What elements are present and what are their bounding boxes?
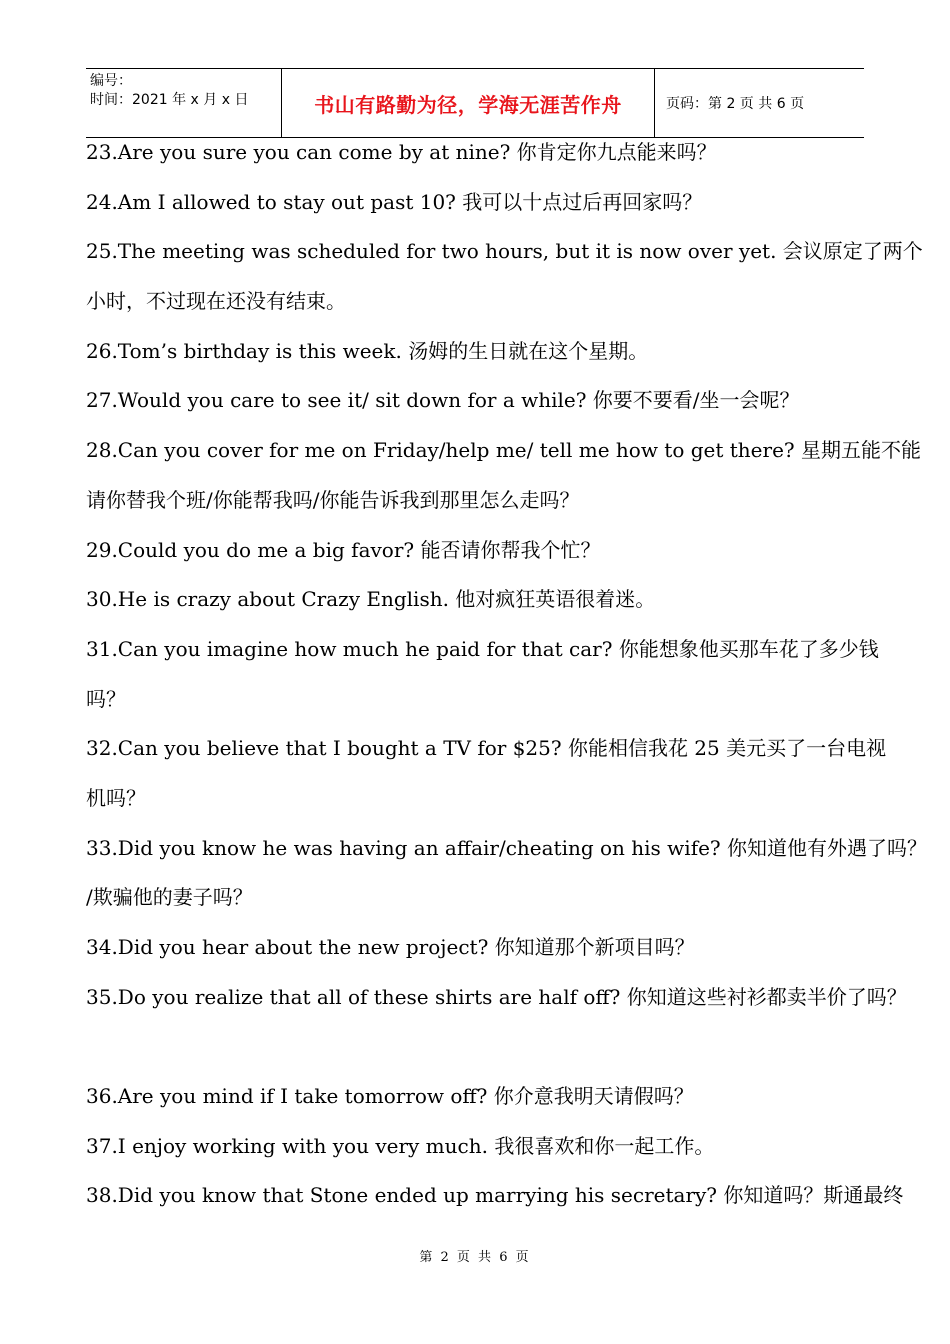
text-line: 30.He is crazy about Crazy English. 他对疯狂英语很着迷。 (86, 587, 656, 612)
page-footer: 第 2 页 共 6 页 (419, 1250, 531, 1265)
text-line: 25.The meeting was scheduled for two hours, but it is now over yet. 会议原定了两个 (86, 239, 923, 264)
text-line: 吗？ (86, 686, 126, 711)
text-line: 37.I enjoy working with you very much. 我很喜欢和你一起工作。 (86, 1133, 715, 1158)
text-line: 33.Did you know he was having an affair/cheating on his wife? 你知道他有外遇了吗？ (86, 835, 928, 860)
text-line: 机吗？ (86, 785, 146, 810)
text-line: 28.Can you cover for me on Friday/help me/ tell me how to get there? 星期五能不能 (86, 438, 921, 463)
text-line: 31.Can you imagine how much he paid for that car? 你能想象他买那车花了多少钱 (86, 636, 879, 661)
text-line: 38.Did you know that Stone ended up marrying his secretary? 你知道吗？斯通最终 (86, 1183, 904, 1208)
blank-line (86, 1022, 886, 1072)
text-line: /欺骗他的妻子吗？ (86, 885, 253, 910)
document-body (86, 128, 928, 1221)
text-line: 26.Tom’s birthday is this week. 汤姆的生日就在这个星期。 (86, 338, 649, 363)
header-motto: 书山有路勤为径，学海无涯苦作舟 (314, 92, 622, 117)
document-number-label: 编号： (90, 73, 132, 89)
text-line: 23.Are you sure you can come by at nine? 你肯定你九点能来吗？ (86, 140, 717, 164)
text-line: 34.Did you hear about the new project? 你知道那个新项目吗？ (86, 935, 695, 959)
header-divider (654, 69, 655, 137)
header-page-info: 页码：第 2 页 共 6 页 (666, 96, 805, 112)
text-line: 小时，不过现在还没有结束。 (86, 289, 346, 314)
text-line: 27.Would you care to see it/ sit down for a while? 你要不要看/坐一会呢？ (86, 388, 800, 413)
text-line: 29.Could you do me a big favor? 能否请你帮我个忙？ (86, 537, 601, 562)
document-date: 时间：2021 年 x 月 x 日 (90, 92, 249, 108)
text-line: 32.Can you believe that I bought a TV for $25? 你能相信我花 25 美元买了一台电视 (86, 736, 887, 761)
text-line: 35.Do you realize that all of these shirts are half off? 你知道这些衬衫都卖半价了吗？ (86, 984, 907, 1009)
header-meta (90, 72, 248, 110)
text-line: 请你替我个班/你能帮我吗/你能告诉我到那里怎么走吗？ (86, 487, 580, 512)
text-line: 36.Are you mind if I take tomorrow off? 你介意我明天请假吗？ (86, 1084, 694, 1109)
text-line: 24.Am I allowed to stay out past 10? 我可以十点过后再回家吗？ (86, 189, 703, 214)
